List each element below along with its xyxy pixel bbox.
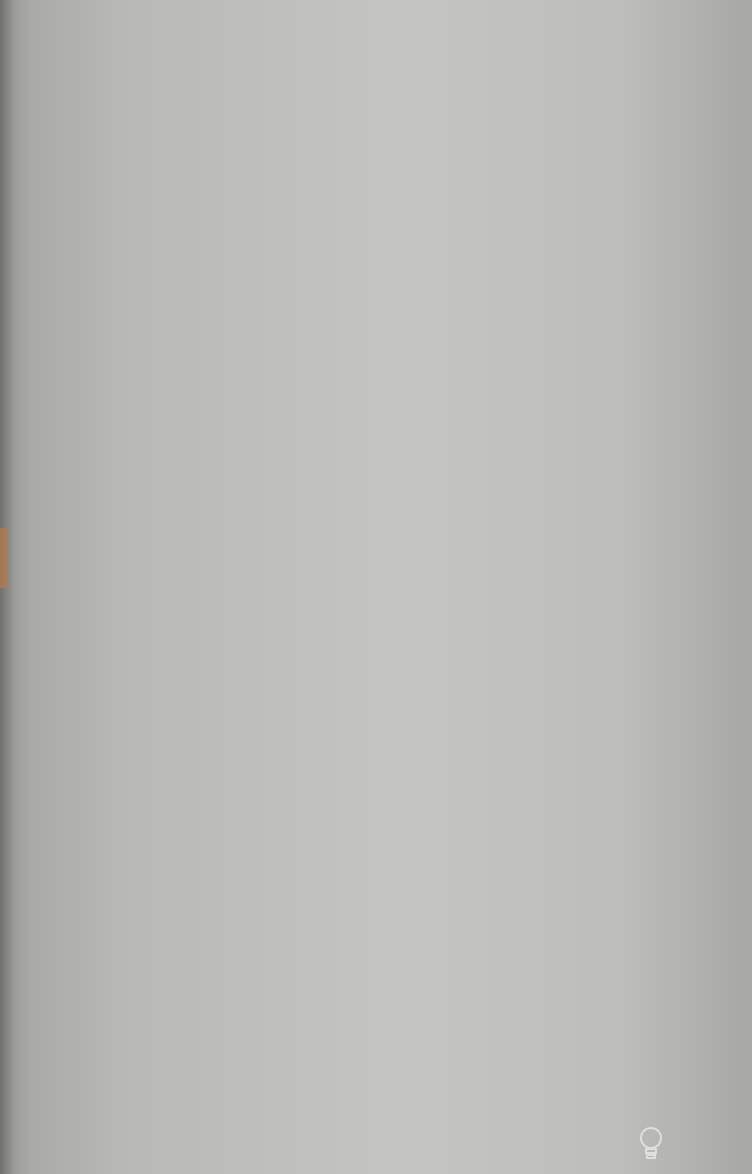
watermark [638, 1122, 748, 1168]
lightbulb-icon [638, 1126, 664, 1164]
margin-color-mark [0, 528, 8, 588]
